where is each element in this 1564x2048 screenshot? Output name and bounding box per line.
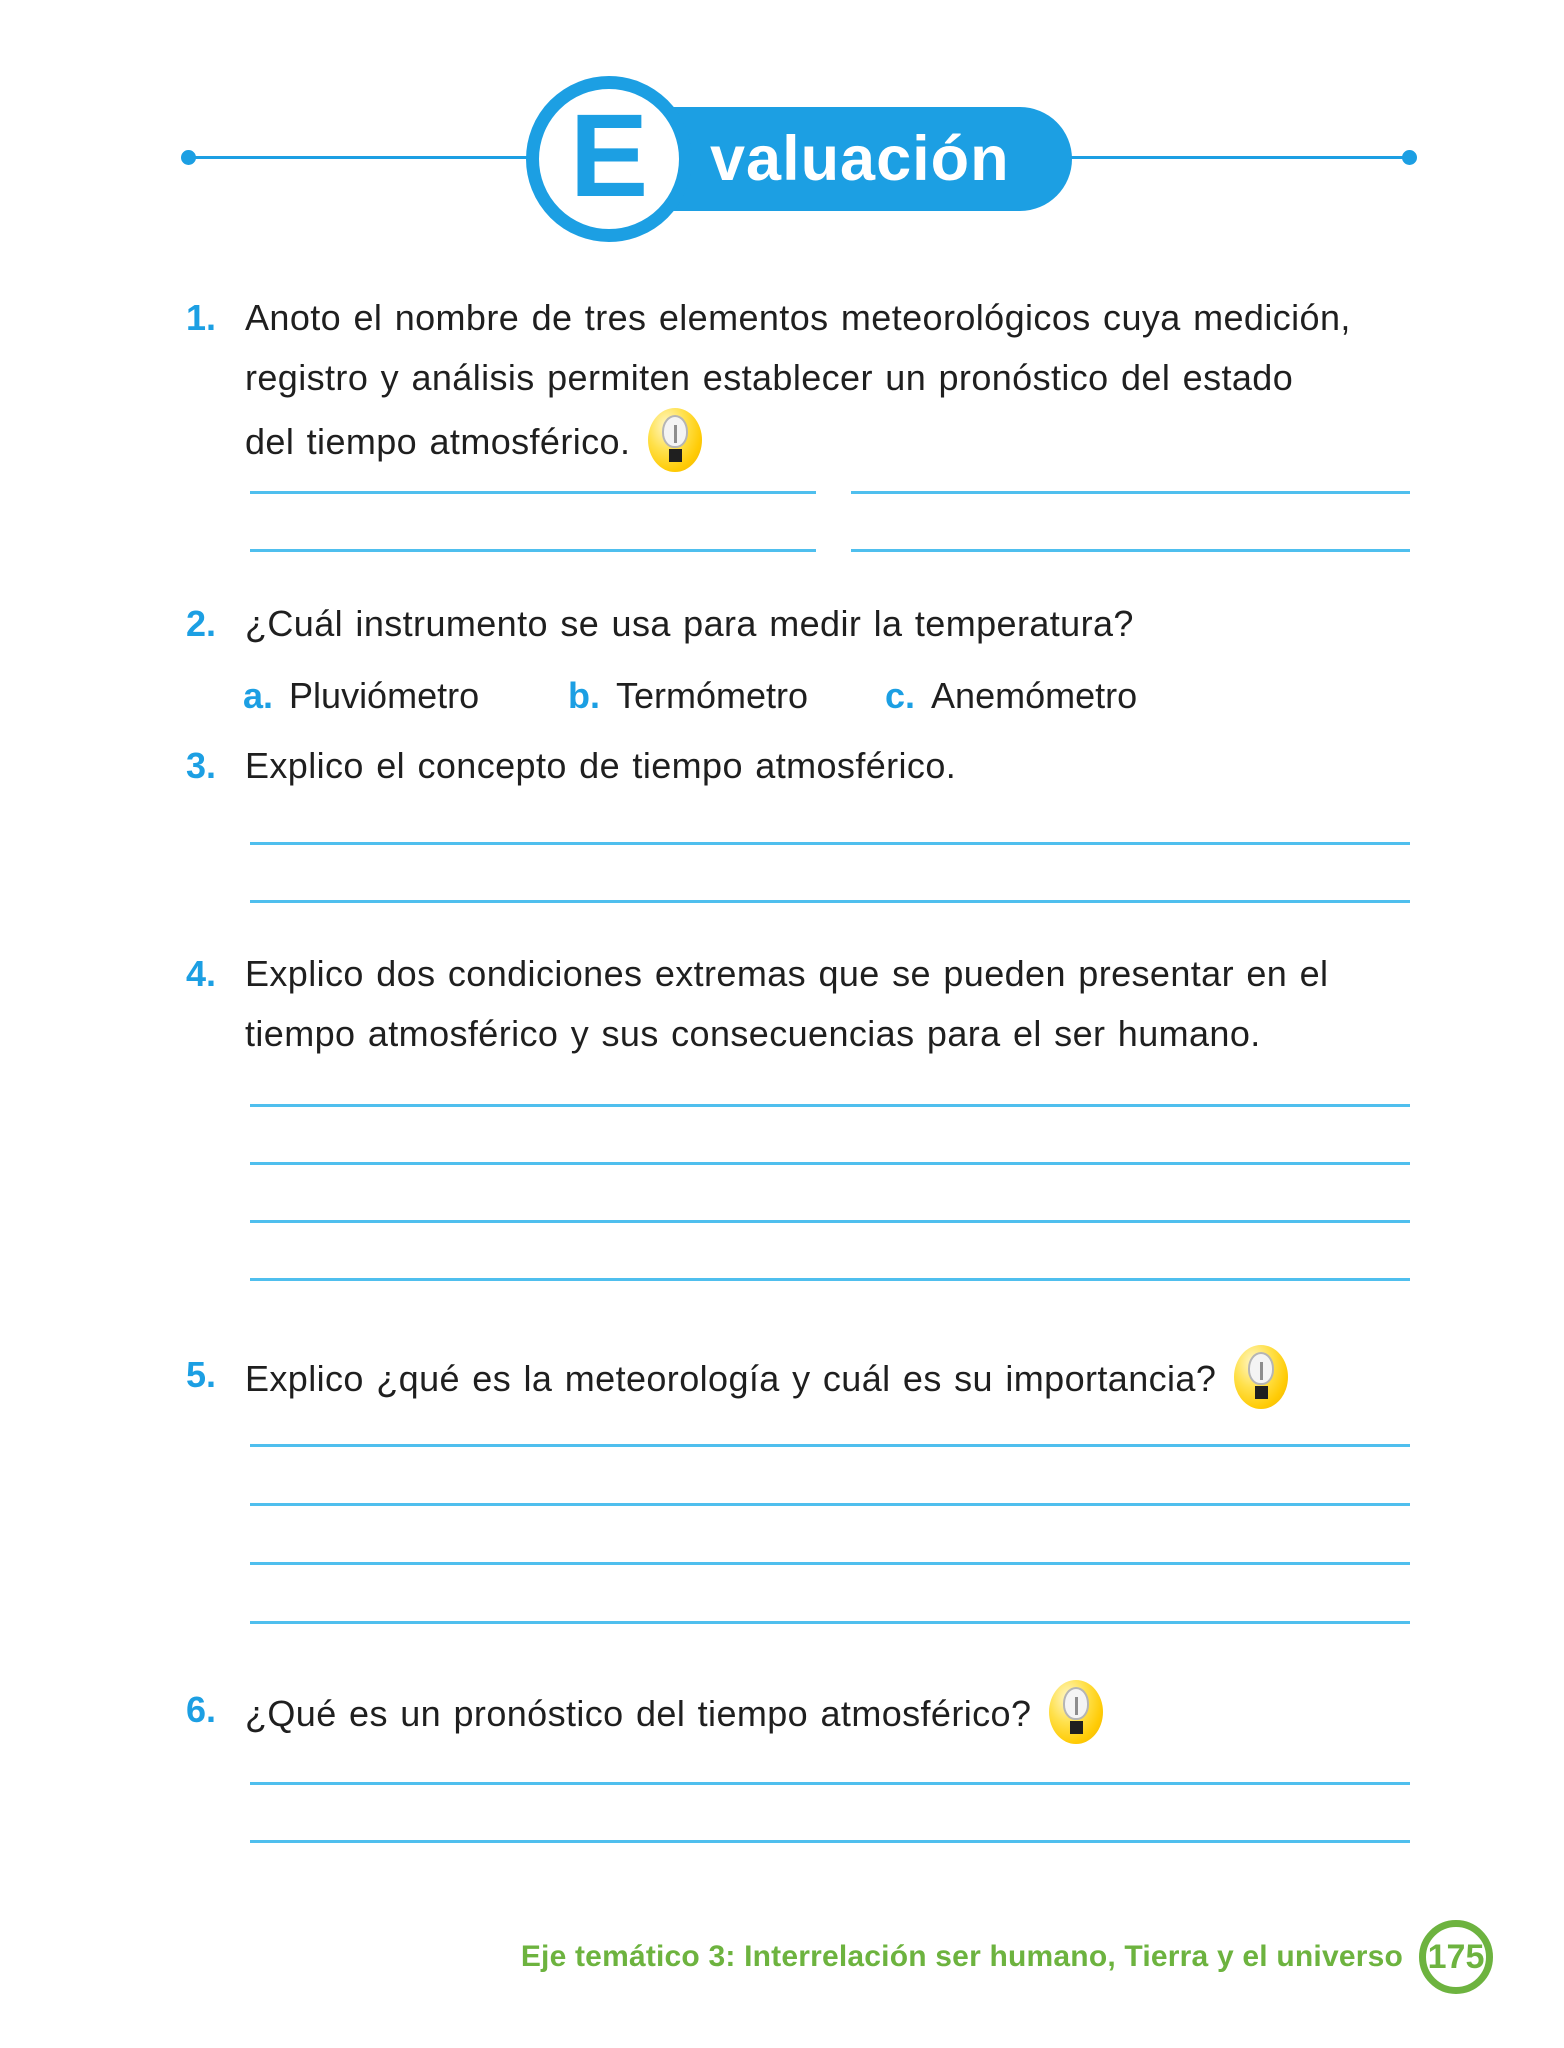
question-4-number: 4. [186,953,217,994]
question-3-number: 3. [186,745,217,786]
question-6-answer-lines [250,1727,1410,1843]
question-4-text [245,944,1328,1064]
bulb-glass [1063,1687,1089,1720]
answer-line[interactable] [250,1506,1410,1565]
question-3-text: Explico el concepto de tiempo atmosférico. [245,745,957,786]
question-1-number: 1. [186,297,217,338]
option-c-letter: c. [885,675,916,716]
footer-theme-label: Eje temático 3: Interrelación ser humano, Tierra y el universo [520,1940,1403,1973]
question-2 [186,594,1426,654]
option-b[interactable] [568,670,808,722]
question-1-line-3: del tiempo atmosférico. [245,408,1351,472]
question-5-number: 5. [186,1354,217,1395]
question-3-answer-lines [250,787,1410,903]
option-a-letter: a. [243,675,274,716]
question-4-answer-lines [250,1049,1410,1281]
question-4-line-1: Explico dos condiciones extremas que se pueden presentar en el [245,953,1329,994]
answer-line[interactable] [851,436,1410,494]
answer-line[interactable] [250,494,816,552]
answer-line[interactable] [250,787,1410,845]
option-c-label: Anemómetro [931,675,1138,716]
question-6-text: ¿Qué es un pronóstico del tiempo atmosférico? [245,1680,1103,1744]
question-1-answer-lines [250,436,1410,552]
question-2-number: 2. [186,603,217,644]
option-b-letter: b. [568,675,600,716]
answer-line[interactable] [851,494,1410,552]
question-1-line-1: Anoto el nombre de tres elementos meteorológicos cuya medición, [245,297,1351,338]
header-title-text: valuación [710,124,1010,194]
option-a[interactable] [243,670,479,722]
question-4 [186,944,1426,1064]
answer-line[interactable] [250,1565,1410,1624]
answer-line[interactable] [250,1388,1410,1447]
answer-line[interactable] [250,436,816,494]
answer-line[interactable] [250,1223,1410,1281]
option-c[interactable] [885,670,1137,722]
header-badge-letter: E [569,90,649,222]
question-5-answer-lines [250,1388,1410,1624]
answer-line[interactable] [250,1447,1410,1506]
answer-line[interactable] [250,1107,1410,1165]
bulb-glass [1248,1352,1274,1385]
option-b-label: Termómetro [616,675,809,716]
answer-line[interactable] [250,1165,1410,1223]
page-footer [0,1911,1493,2003]
page-number: 175 [1427,1937,1485,1976]
question-5-text: Explico ¿qué es la meteorología y cuál es su importancia? [245,1345,1288,1409]
option-a-label: Pluviómetro [289,675,480,716]
answer-line[interactable] [250,1727,1410,1785]
page-number-badge [1419,1920,1493,1994]
question-2-text: ¿Cuál instrumento se usa para medir la temperatura? [245,603,1134,644]
answer-line[interactable] [250,1785,1410,1843]
question-2-options [243,670,1443,722]
header-badge [526,76,692,242]
question-6-number: 6. [186,1689,217,1730]
answer-line[interactable] [250,1049,1410,1107]
answer-line[interactable] [250,845,1410,903]
question-1-line-2: registro y análisis permiten establecer un pronóstico del estado [245,357,1294,398]
question-4-line-2: tiempo atmosférico y sus consecuencias para el ser humano. [245,1013,1261,1054]
